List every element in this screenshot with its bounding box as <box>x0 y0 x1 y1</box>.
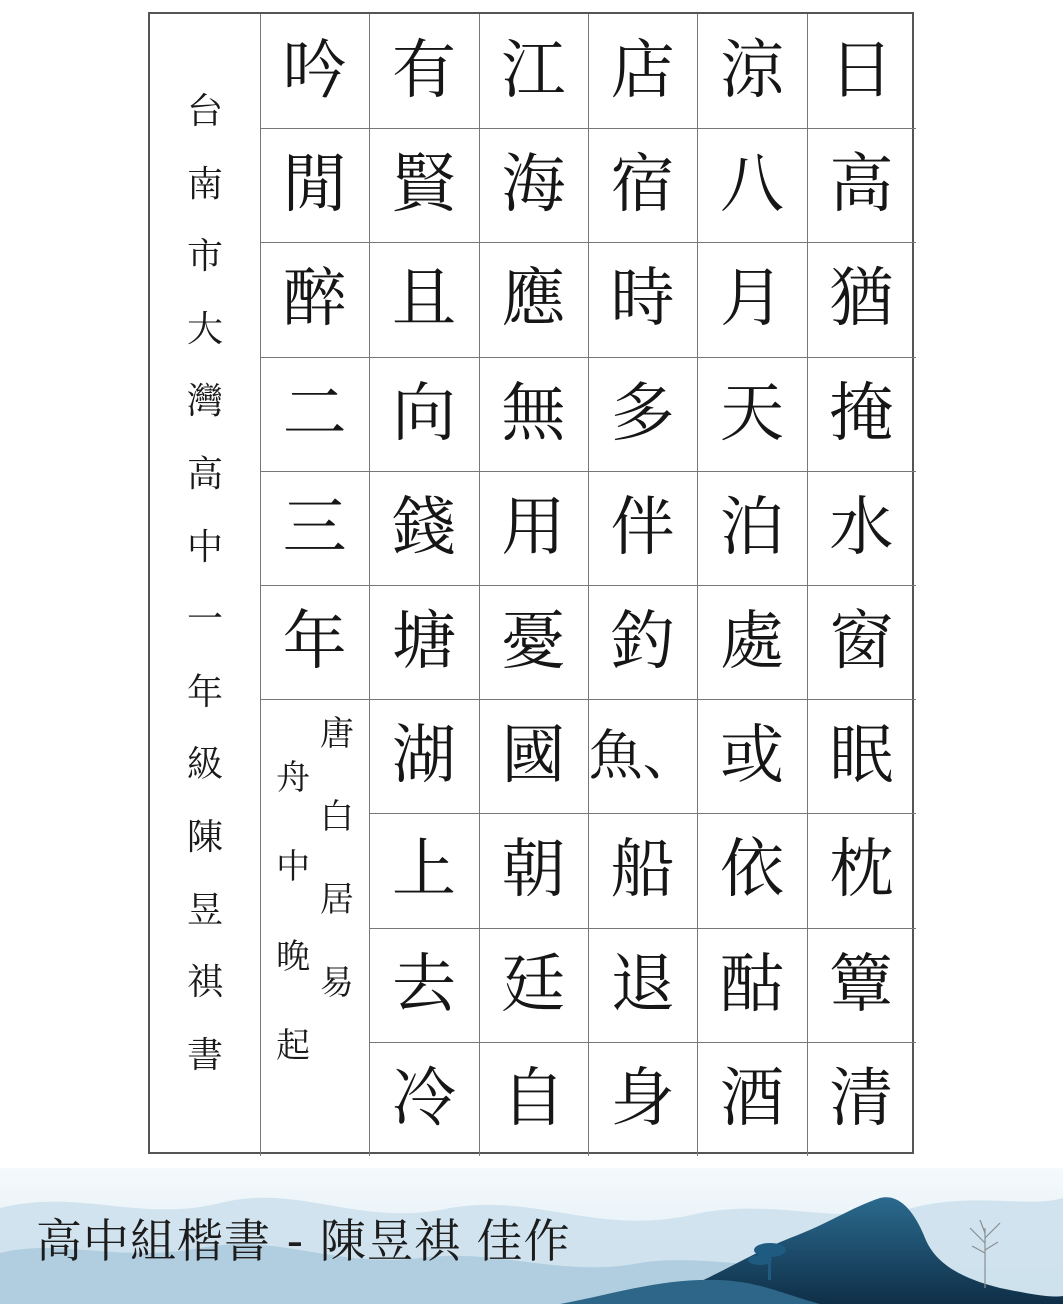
poem-char: 塘 <box>391 605 456 680</box>
poem-char: 店 <box>610 34 675 109</box>
poem-char: 有 <box>391 34 456 109</box>
poem-char: 魚、 <box>588 724 697 788</box>
poem-char: 國 <box>501 719 566 794</box>
calligraphy-sheet <box>148 12 914 1154</box>
poem-char: 酒 <box>719 1061 784 1136</box>
signature-char: 高 <box>186 454 223 496</box>
poem-char: 身 <box>610 1061 675 1136</box>
title-char: 舟 <box>276 758 311 799</box>
poem-char: 酤 <box>719 947 784 1022</box>
poem-char: 自 <box>501 1061 566 1136</box>
poem-char: 二 <box>282 376 347 451</box>
poem-char: 廷 <box>501 947 566 1022</box>
poem-char: 水 <box>829 490 894 565</box>
poem-char: 掩 <box>829 376 894 451</box>
poem-char: 三 <box>282 490 347 565</box>
poem-char: 八 <box>719 148 784 223</box>
signature-char: 台 <box>186 91 223 132</box>
poem-char: 江 <box>501 34 566 109</box>
attribution-char: 唐 <box>319 714 354 755</box>
signature-char: 祺 <box>186 962 223 1004</box>
poem-char: 向 <box>391 376 456 451</box>
poem-char: 泊 <box>719 490 784 565</box>
poem-char: 年 <box>282 605 347 680</box>
signature-column <box>182 91 228 1076</box>
title-char: 中 <box>276 847 311 888</box>
title-char: 晚 <box>276 936 311 977</box>
poem-char: 時 <box>610 262 675 337</box>
poem-char: 宿 <box>610 148 675 223</box>
signature-char: 陳 <box>186 817 223 859</box>
poem-char: 天 <box>719 376 784 451</box>
poem-char: 釣 <box>610 605 675 680</box>
attribution-char: 居 <box>319 880 354 921</box>
poem-char: 海 <box>501 148 566 223</box>
title-char: 起 <box>276 1025 311 1066</box>
poem-char: 賢 <box>391 148 456 223</box>
poem-char: 且 <box>391 262 456 337</box>
poem-char: 或 <box>719 719 784 794</box>
signature-char: 中 <box>186 526 223 568</box>
attribution-char: 白 <box>319 797 354 838</box>
signature-char: 市 <box>186 236 223 278</box>
poem-char: 涼 <box>719 34 784 109</box>
poem-char: 船 <box>610 833 675 908</box>
signature-char: 大 <box>186 308 223 350</box>
poem-char: 處 <box>719 605 784 680</box>
poet-attribution <box>317 714 357 1004</box>
poem-char: 吟 <box>282 34 347 109</box>
signature-char: 南 <box>186 163 223 205</box>
poem-char: 朝 <box>501 833 566 908</box>
poem-char: 退 <box>610 947 675 1022</box>
caption-title: 高中組楷書 - 陳昱祺 佳作 <box>36 1214 571 1268</box>
poem-char: 無 <box>501 376 566 451</box>
poem-char: 簟 <box>829 947 894 1022</box>
signature-char: 昱 <box>186 889 223 931</box>
signature-char: 灣 <box>186 381 223 423</box>
poem-char: 多 <box>610 376 675 451</box>
poem-char: 閒 <box>282 148 347 223</box>
poem-char: 日 <box>829 34 894 109</box>
poem-char: 應 <box>501 262 566 337</box>
poem-char: 用 <box>501 490 566 565</box>
poem-char: 依 <box>719 833 784 908</box>
poem-char: 湖 <box>391 719 456 794</box>
poem-char: 醉 <box>282 262 347 337</box>
signature-char: 年 <box>186 671 223 713</box>
poem-char: 猶 <box>829 262 894 337</box>
poem-char: 眠 <box>829 719 894 794</box>
poem-title <box>273 758 313 1066</box>
signature-char: 一 <box>186 599 223 641</box>
poem-char: 伴 <box>610 490 675 565</box>
poem-char: 窗 <box>829 605 894 680</box>
poem-char: 枕 <box>829 833 894 908</box>
poem-char: 冷 <box>391 1061 456 1136</box>
signature-char: 書 <box>186 1034 223 1076</box>
poem-char: 去 <box>391 947 456 1022</box>
poem-char: 憂 <box>501 605 566 680</box>
poem-char: 錢 <box>391 490 456 565</box>
poem-char: 月 <box>719 262 784 337</box>
signature-char: 級 <box>186 744 223 786</box>
poem-char: 高 <box>829 148 894 223</box>
attribution-char: 易 <box>319 963 354 1004</box>
poem-char: 上 <box>391 833 456 908</box>
poem-char: 清 <box>829 1061 894 1136</box>
